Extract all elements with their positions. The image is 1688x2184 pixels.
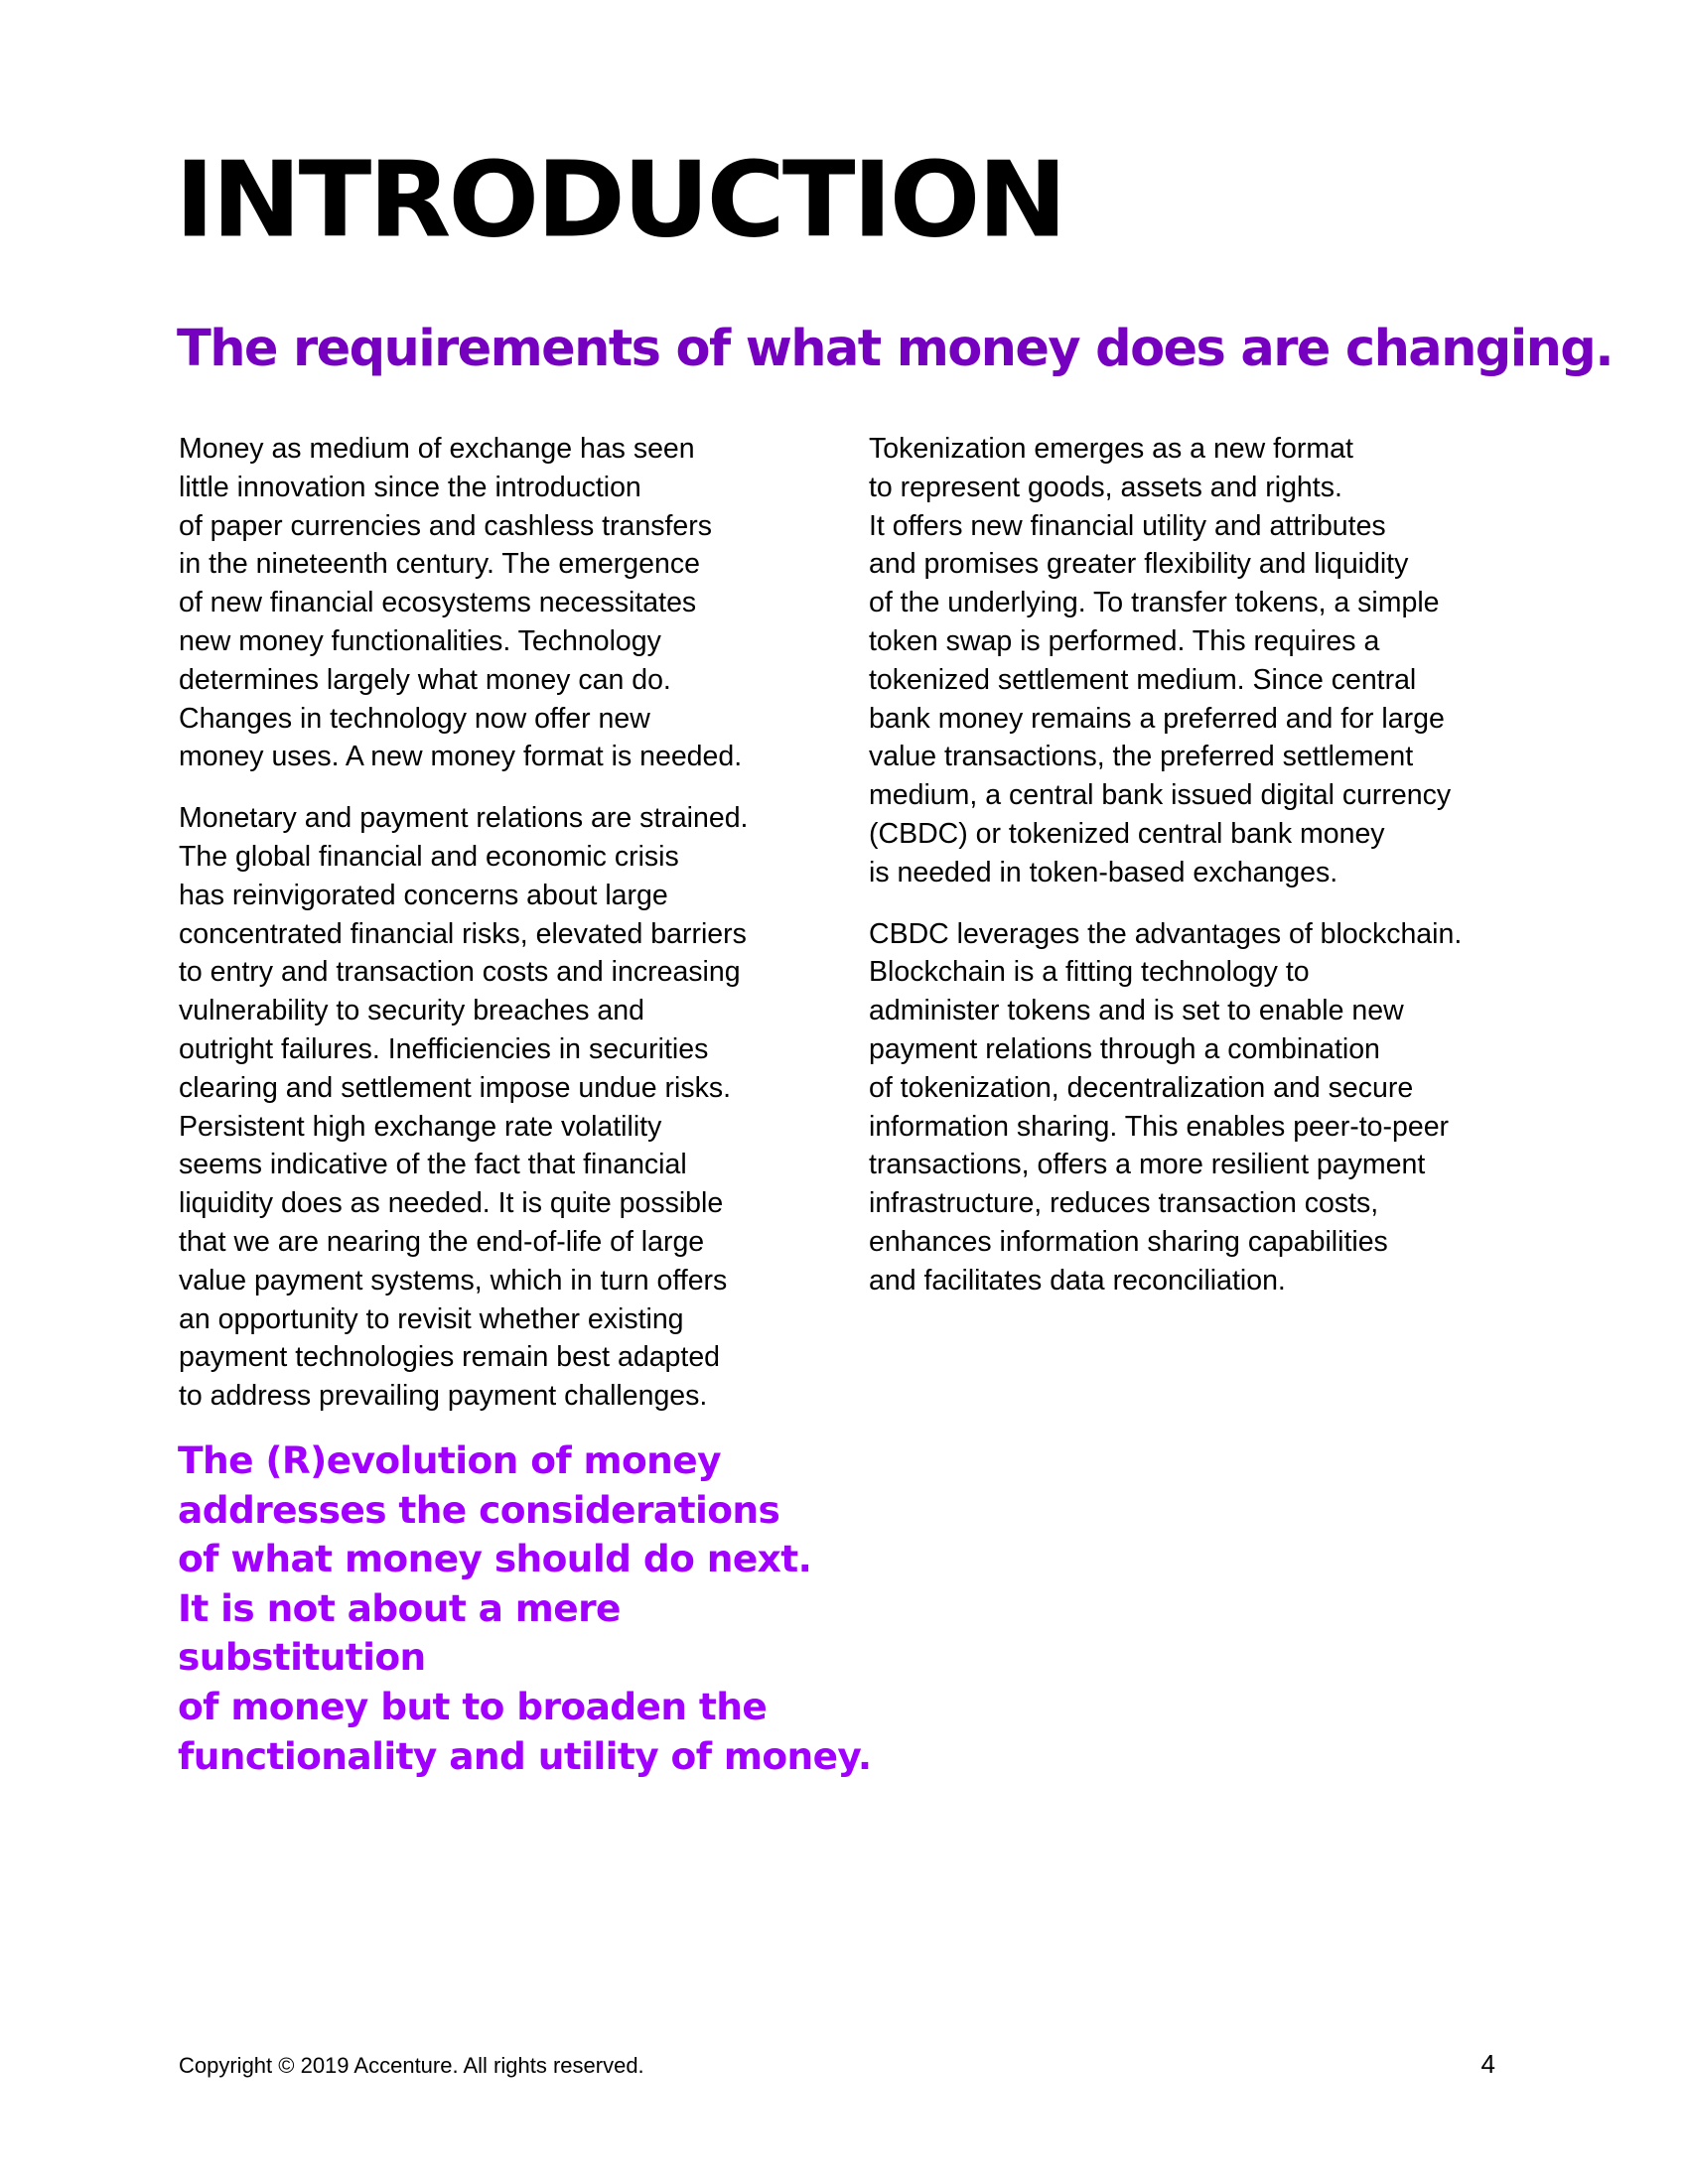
page-title: INTRODUCTION <box>175 140 1064 261</box>
page-subtitle: The requirements of what money does are changing. <box>177 320 1613 378</box>
body-paragraph: CBDC leverages the advantages of blockchain. Blockchain is a fitting technology to administer tokens and is set to enable new payment relations through a combination of tokenization, decentralization and secure information sharing. This enables peer-to-peer transactions, offers a more resilient payment infrastructure, reduces transaction costs, enhances information sharing capabilities and facilitates data reconciliation. <box>869 917 1463 1297</box>
pull-quote: The (R)evolution of money addresses the considerations of what money should do next. It is not about a mere substitution of money but to broaden the functionality and utility of money. <box>178 1438 872 1778</box>
body-paragraph: Monetary and payment relations are strained. The global financial and economic crisis has reinvigorated concerns about large concentrated financial risks, elevated barriers to entry and transaction costs and increasing vulnerability to security breaches and outright failures. Inefficiencies in securities clearing and settlement impose undue risks. Persistent high exchange rate volatility seems indicative of the fact that financial liquidity does as needed. It is quite possible that we are nearing the end-of-life of large value payment systems, which in turn offers an opportunity to revisit whether existing payment technologies remain best adapted to address prevailing payment challenges. <box>179 802 749 1413</box>
right-column <box>869 430 1504 1323</box>
footer-copyright: Copyright © 2019 Accenture. All rights reserved. <box>179 2053 644 2078</box>
left-column <box>179 430 814 1438</box>
body-paragraph: Tokenization emerges as a new format to represent goods, assets and rights. It offers new financial utility and attributes and promises greater flexibility and liquidity of the underlying. To transfer tokens, a simple token swap is performed. This requires a tokenized settlement medium. Since central bank money remains a preferred and for large value transactions, the preferred settlement medium, a central bank issued digital currency (CBDC) or tokenized central bank money is needed in token-based exchanges. <box>869 433 1452 888</box>
page-number: 4 <box>1480 2049 1495 2079</box>
body-paragraph: Money as medium of exchange has seen little innovation since the introduction of paper currencies and cashless transfers in the nineteenth century. The emergence of new financial ecosystems necessitates new money functionalities. Technology determines largely what money can do. Changes in technology now offer new money uses. A new money format is needed. <box>179 433 743 773</box>
